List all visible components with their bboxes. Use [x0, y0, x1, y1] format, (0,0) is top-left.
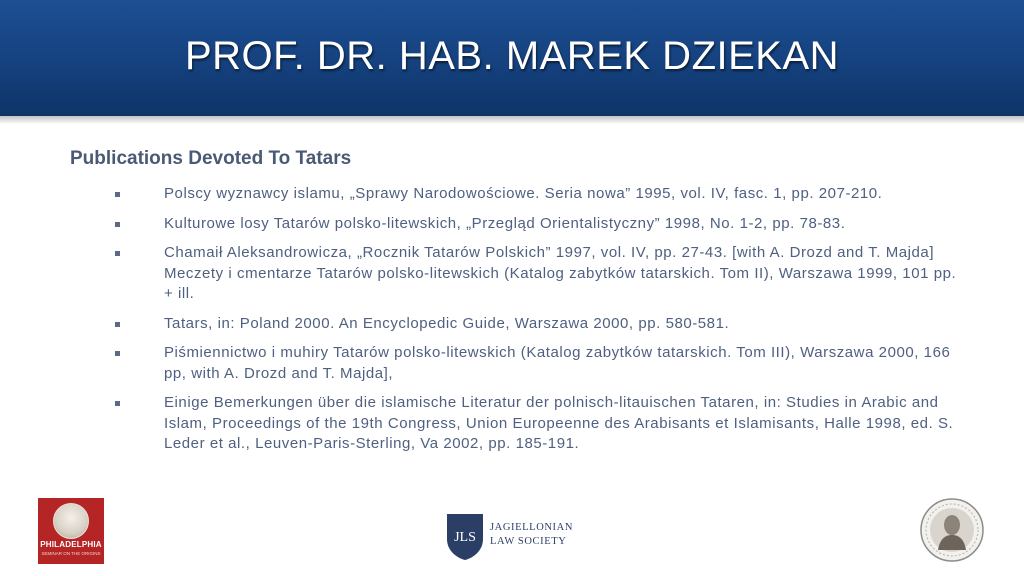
publication-text: Tatars, in: Poland 2000. An Encyclopedic Guide, Warszawa 2000, pp. 580-581. [164, 314, 730, 332]
publication-list [112, 184, 962, 464]
jls-wordmark [490, 521, 573, 549]
portrait-medal-icon [920, 498, 984, 562]
publication-text: Kulturowe losy Tatarów polsko-litewskich, „Przegląd Orientalistyczny” 1998, No. 1-2, pp. 78-83. [164, 214, 846, 232]
list-item [112, 184, 962, 205]
bullet-icon [115, 401, 120, 406]
title-banner [0, 0, 1024, 116]
portrait-medal-icon [53, 503, 89, 539]
bullet-icon [115, 192, 120, 197]
publication-text: Polscy wyznawcy islamu, „Sprawy Narodowościowe. Seria nowa” 1995, vol. IV, fasc. 1, pp. 207-210. [164, 185, 883, 202]
section-heading: Publications Devoted To Tatars [70, 148, 352, 169]
philadelphia-logo [38, 498, 104, 564]
list-item [112, 314, 962, 335]
list-item [112, 214, 962, 235]
bullet-icon [115, 222, 120, 227]
philadelphia-logo-title: PHILADELPHIA [40, 540, 102, 549]
list-item [112, 243, 962, 305]
publication-text: Chamaił Aleksandrowicza, „Rocznik Tatarów Polskich” 1997, vol. IV, pp. 27-43. [with A. Drozd and T. Majda] Meczety i cmentarze Tatarów polsko-litewskich (Katalog zabytków tatarskich. Tom II), Warszawa 1999, 101 pp. + ill. [164, 244, 957, 302]
list-item [112, 343, 962, 384]
list-item [112, 393, 962, 455]
slide-title: PROF. DR. HAB. MAREK DZIEKAN [184, 34, 840, 78]
philadelphia-logo-subtitle: SEMINAR ON THE ORIGINS [41, 551, 101, 556]
jls-line-2: LAW SOCIETY [490, 536, 567, 547]
jls-mark: JLS [454, 530, 476, 545]
jagiellonian-law-society-logo [446, 513, 586, 563]
publication-text: Einige Bemerkungen über die islamische Literatur der polnisch-litauischen Tataren, in: Studies in Arabic and Islam, Proceedings of the 19th Congress, Union Europeenne des Arabisants et Islamisants, Halle 1998, ed. S. Leder et al., Leuven-Paris-Sterling, Va 2002, pp. 185-191. [164, 394, 954, 452]
publication-text: Piśmiennictwo i muhiry Tatarów polsko-litewskich (Katalog zabytków tatarskich. Tom III), Warszawa 2000, 166 pp, with A. Drozd and T. Majda], [164, 344, 951, 382]
shield-icon [446, 513, 484, 561]
bullet-icon [115, 251, 120, 256]
bullet-icon [115, 351, 120, 356]
jls-line-1: JAGIELLONIAN [490, 522, 574, 533]
bullet-icon [115, 322, 120, 327]
